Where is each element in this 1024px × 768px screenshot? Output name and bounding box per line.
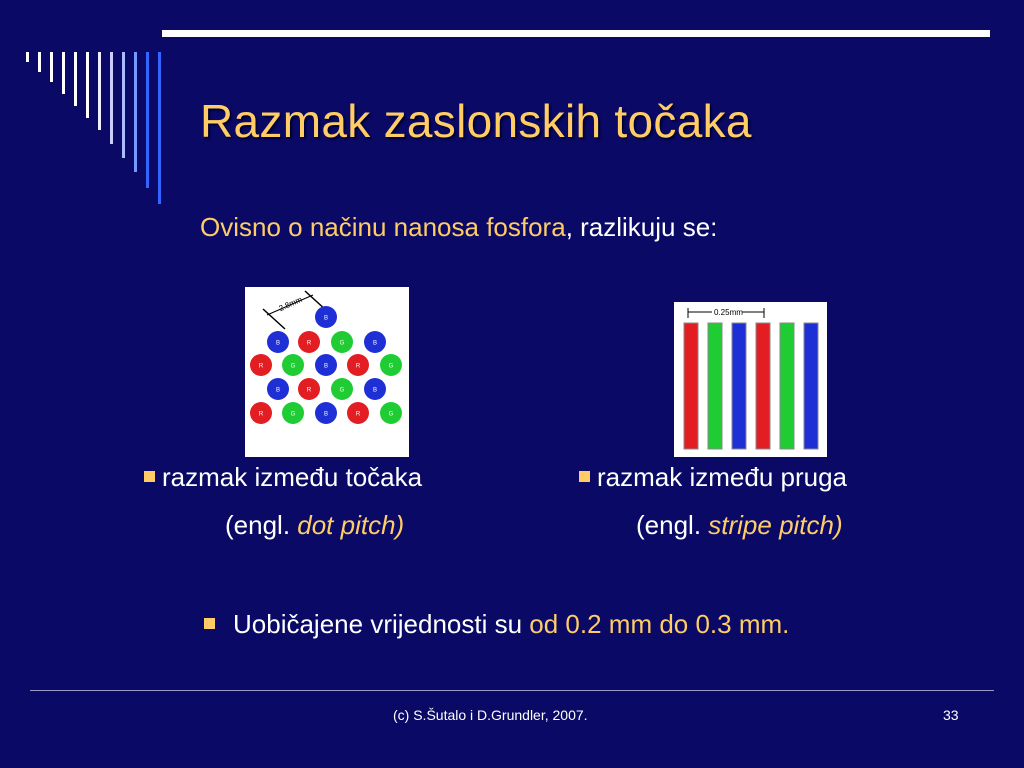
phosphor-stripe [780,323,794,449]
phosphor-dot-label: G [388,363,394,370]
phosphor-dot-label: R [258,363,264,370]
phosphor-dot-label: B [323,411,329,418]
phosphor-dot-label: G [339,340,345,347]
left-engl-prefix: (engl. [225,510,298,540]
left-engl-line [225,510,404,541]
right-bullet [579,462,847,493]
slide-subtitle [200,212,717,243]
right-engl-line [636,510,843,541]
footer-credit: (c) S.Šutalo i D.Grundler, 2007. [393,707,588,723]
phosphor-dot-label: G [388,411,394,418]
right-engl-term: stripe pitch) [708,510,843,540]
phosphor-dot-label: B [372,387,378,394]
phosphor-dot-label: R [355,411,361,418]
bullet-square-icon [204,618,215,629]
subtitle-rest: , razlikuju se: [565,212,718,242]
phosphor-dot-label: R [306,387,312,394]
stripe-measure-label: 0.25mm [714,308,743,317]
right-engl-prefix: (engl. [636,510,709,540]
phosphor-stripe [708,323,722,449]
phosphor-dot-label: R [258,411,264,418]
slide-title: Razmak zaslonskih točaka [200,95,752,147]
bottom-bullet [204,609,789,640]
phosphor-stripe [756,323,770,449]
bullet-square-icon [579,471,590,482]
footer-rule [30,690,994,691]
right-bullet-text: razmak između pruga [597,462,847,492]
left-engl-term: dot pitch) [297,510,405,540]
phosphor-stripe [804,323,818,449]
left-bullet [144,462,422,493]
dot-pitch-figure [245,287,409,457]
page-number: 33 [943,707,959,723]
phosphor-dot-label: B [323,315,329,322]
bottom-bullet-highlight: od 0.2 mm do 0.3 mm. [529,609,790,639]
phosphor-stripe [684,323,698,449]
left-bullet-text: razmak između točaka [162,462,423,492]
top-rule [162,30,990,37]
phosphor-dot-label: B [275,387,281,394]
phosphor-dot-label: R [355,363,361,370]
phosphor-dot-label: G [339,387,345,394]
subtitle-highlight: Ovisno o načinu nanosa fosfora [200,212,566,242]
stripe-pitch-figure [674,302,827,457]
phosphor-dot-label: B [275,340,281,347]
phosphor-stripe [732,323,746,449]
phosphor-dot-label: G [290,411,296,418]
phosphor-dot-label: B [323,363,329,370]
bullet-square-icon [144,471,155,482]
decorative-bars [24,52,174,212]
phosphor-dot-label: R [306,340,312,347]
bottom-bullet-text: Uobičajene vrijednosti su [233,609,530,639]
phosphor-dot-label: G [290,363,296,370]
phosphor-dot-label: B [372,340,378,347]
dot-measure-label: 2.8mm [277,294,304,314]
